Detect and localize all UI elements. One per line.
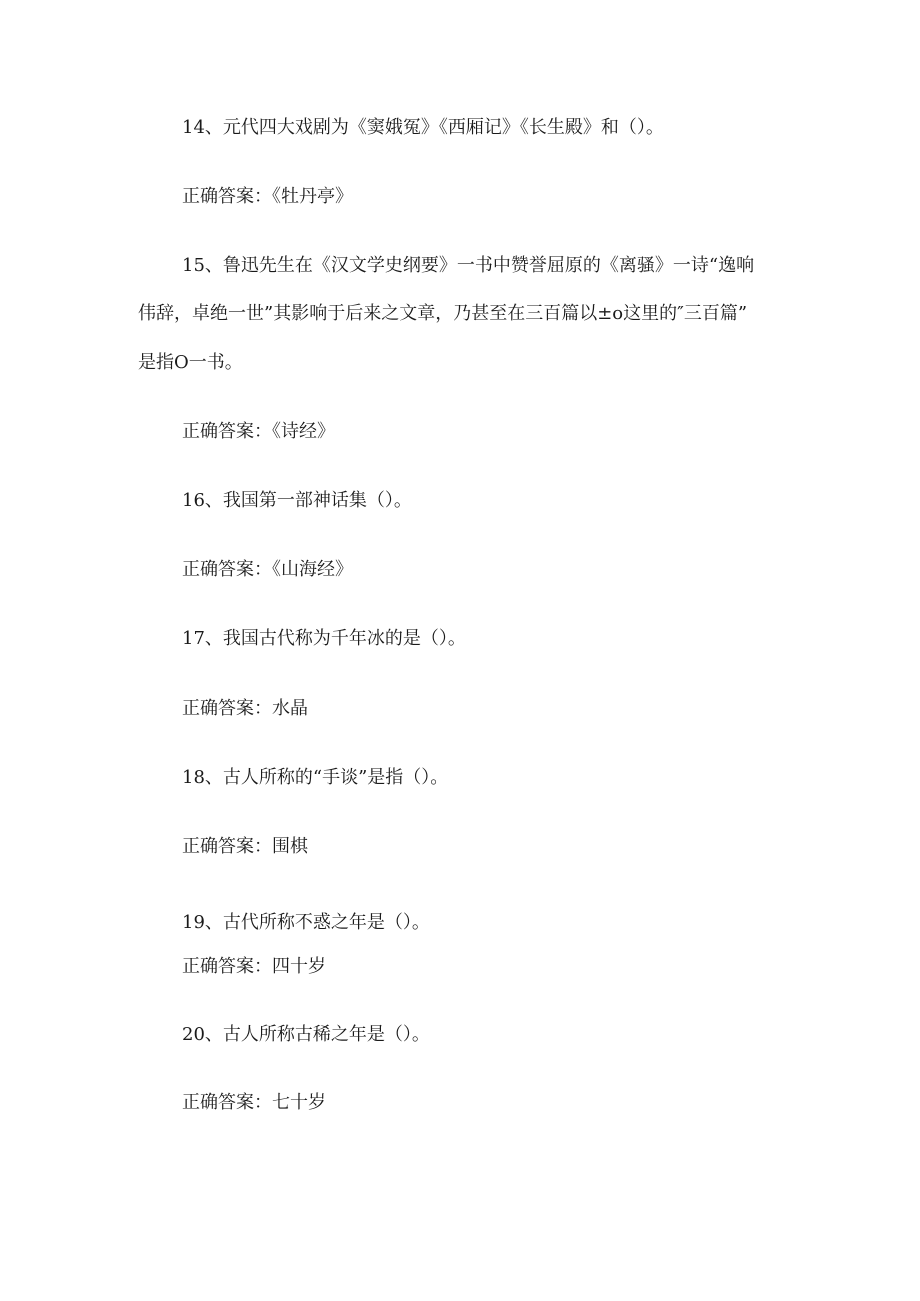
question-16: 16、我国第一部神话集（）。: [182, 490, 412, 511]
question-18: 18、古人所称的“手谈”是指（）。: [182, 767, 449, 788]
question-15-line-3: 是指O一书。: [138, 352, 243, 373]
question-14: 14、元代四大戏剧为《窦娥冤》《西厢记》《长生殿》和（）。: [182, 117, 664, 138]
answer-14: 正确答案：《牡丹亭》: [182, 186, 353, 207]
answer-18: 正确答案：围棋: [182, 836, 308, 857]
question-19: 19、古代所称不惑之年是（）。: [182, 912, 430, 933]
answer-15: 正确答案：《诗经》: [182, 421, 335, 442]
answer-20: 正确答案：七十岁: [182, 1092, 326, 1113]
answer-16: 正确答案：《山海经》: [182, 559, 353, 580]
question-15-line-1: 15、鲁迅先生在《汉文学史纲要》一书中赞誉屈原的《离骚》一诗“逸响: [182, 255, 755, 276]
question-17: 17、我国古代称为千年冰的是（）。: [182, 628, 466, 649]
question-20: 20、古人所称古稀之年是（）。: [182, 1024, 430, 1045]
question-15-line-2: 伟辞，卓绝一世”其影响于后来之文章，乃甚至在三百篇以±o这里的″三百篇”: [138, 303, 748, 324]
answer-17: 正确答案：水晶: [182, 698, 308, 719]
answer-19: 正确答案：四十岁: [182, 956, 326, 977]
